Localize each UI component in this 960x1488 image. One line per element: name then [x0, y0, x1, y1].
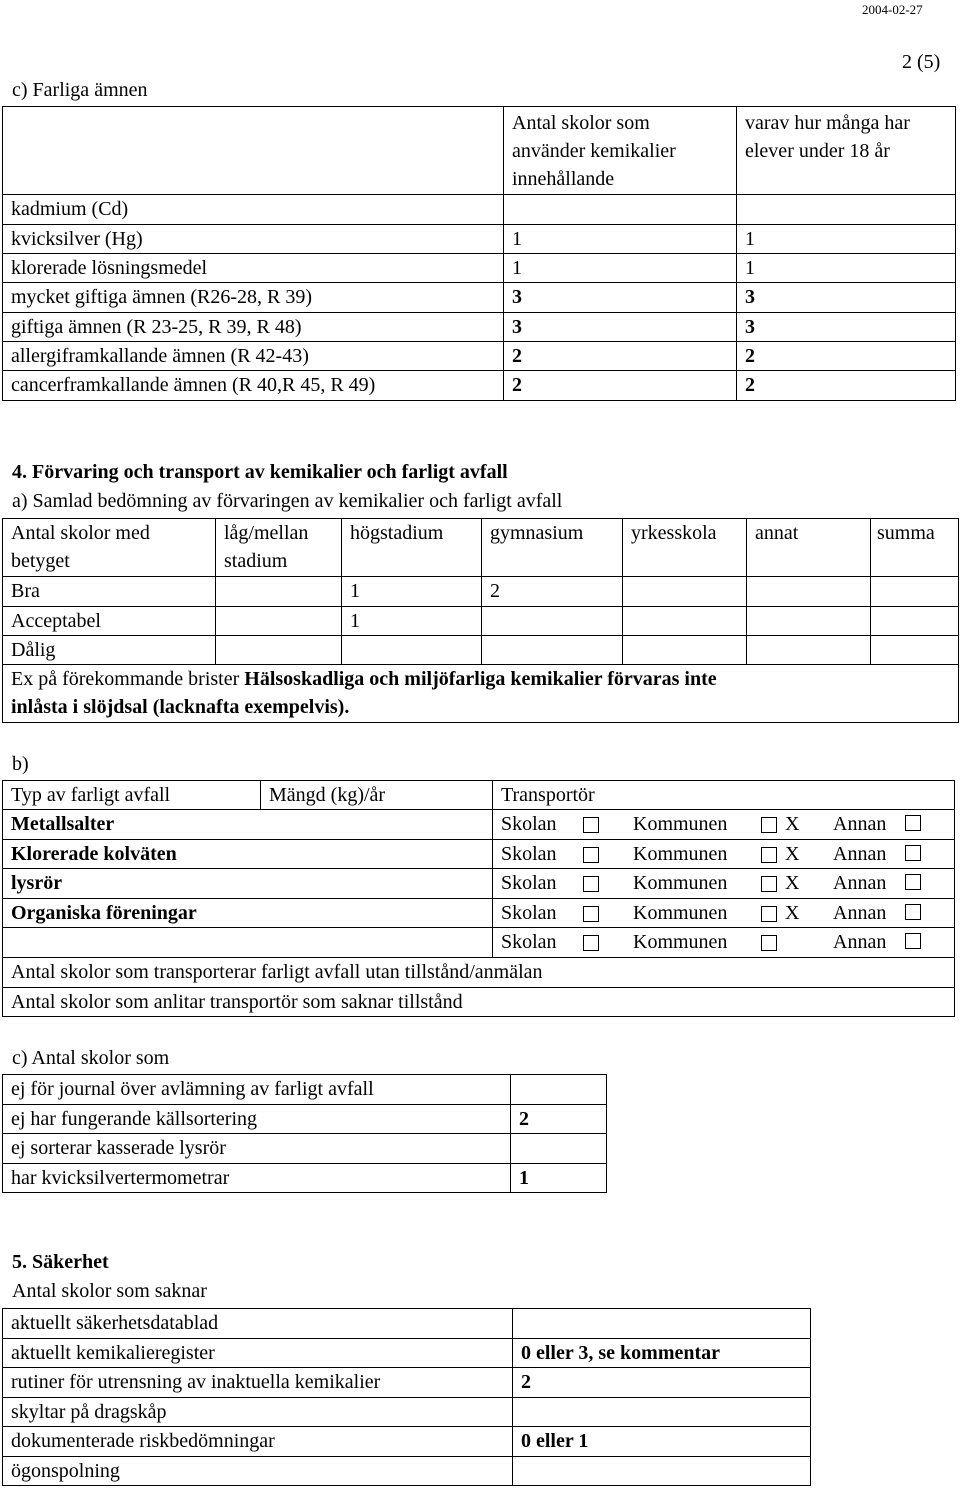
substance-label: allergiframkallande ämnen (R 42-43): [3, 342, 504, 371]
table-row: [3, 1134, 607, 1164]
grid-cell: [623, 607, 747, 636]
grid-head-upper-secondary: gymnasium: [482, 519, 623, 577]
municipality-checkbox[interactable]: [761, 906, 777, 922]
municipality-checkbox[interactable]: [761, 817, 777, 833]
substance-label: kvicksilver (Hg): [3, 225, 504, 254]
grid-header-row: [3, 519, 959, 577]
option-municipality-label: Kommunen: [633, 813, 728, 835]
handling-value: [511, 1134, 607, 1164]
section-5-subtitle: Antal skolor som saknar: [12, 1280, 207, 1302]
schools-count: 2: [504, 371, 737, 401]
under18-count: 1: [737, 225, 956, 254]
header-empty-cell: [3, 107, 504, 195]
deficiencies-text-cont: inlåsta i slöjdsal (lacknafta exempelvis).: [11, 696, 350, 718]
other-checkbox[interactable]: [905, 933, 921, 949]
grid-head-vocational: yrkesskola: [623, 519, 747, 577]
table-row: [3, 607, 959, 636]
schools-count: 3: [504, 283, 737, 313]
safety-table: [2, 1308, 811, 1486]
table-row: [3, 1105, 607, 1134]
schools-count: 1: [504, 225, 737, 254]
waste-footer-text: Antal skolor som anlitar transportör som saknar tillstånd: [3, 987, 955, 1017]
col1-header-line: använder kemikalier: [512, 140, 676, 162]
schools-count: [504, 195, 737, 225]
option-school-label: Skolan: [501, 931, 557, 954]
waste-type: Klorerade kolväten: [3, 839, 493, 869]
safety-label: skyltar på dragskåp: [3, 1398, 513, 1427]
col2-header-line: elever under 18 år: [745, 140, 890, 162]
handling-label: ej för journal över avlämning av farligt avfall: [3, 1075, 511, 1105]
col2-header-line: varav hur många har: [745, 112, 910, 134]
under18-count: [737, 195, 956, 225]
table-row: [3, 283, 956, 313]
substance-label: cancerframkallande ämnen (R 40,R 45, R 49): [3, 371, 504, 401]
option-other-label: Annan: [833, 872, 887, 895]
grid-head-secondary: högstadium: [342, 519, 482, 577]
table-row: [3, 1398, 811, 1427]
option-school-label: Skolan: [501, 872, 557, 895]
under18-count: 3: [737, 313, 956, 342]
grid-cell: [216, 636, 342, 665]
safety-label: aktuellt kemikalieregister: [3, 1339, 513, 1368]
option-school-label: Skolan: [501, 842, 557, 865]
schools-count: 1: [504, 254, 737, 283]
school-checkbox[interactable]: [583, 876, 599, 892]
option-municipality-label: Kommunen: [633, 931, 728, 954]
table-row: [3, 342, 956, 371]
table-row: [3, 1368, 811, 1398]
municipality-mark: X: [785, 872, 800, 895]
school-checkbox[interactable]: [583, 847, 599, 863]
handling-value: 1: [511, 1164, 607, 1193]
waste-type: [3, 928, 493, 958]
waste-type-header: Typ av farligt avfall: [3, 781, 261, 810]
under18-count: 2: [737, 342, 956, 371]
municipality-mark: X: [785, 813, 800, 835]
safety-value: [513, 1309, 811, 1339]
waste-footer-text: Antal skolor som transporterar farligt avfall utan tillstånd/anmälan: [3, 957, 955, 987]
waste-rows-table: [2, 809, 955, 1017]
safety-value: 0 eller 3, se kommentar: [513, 1339, 811, 1368]
waste-header-row: [3, 781, 955, 810]
grid-cell: [871, 636, 959, 665]
grid-cell: [342, 636, 482, 665]
section-5-title: 5. Säkerhet: [12, 1251, 109, 1273]
handling-value: 2: [511, 1105, 607, 1134]
handling-label: har kvicksilvertermometrar: [3, 1164, 511, 1193]
grid-cell: 2: [482, 577, 623, 607]
section-c2-title: c) Antal skolor som: [12, 1047, 170, 1069]
option-school-label: Skolan: [501, 813, 557, 835]
waste-type: Metallsalter: [3, 810, 493, 840]
grid-cell: [747, 577, 871, 607]
grid-cell: [623, 636, 747, 665]
hazardous-waste-table: [2, 780, 955, 810]
transporter-options: [493, 810, 955, 840]
grid-head-line: stadium: [224, 550, 288, 572]
other-checkbox[interactable]: [905, 904, 921, 920]
grid-head-line: betyget: [11, 550, 70, 572]
transporter-options: [493, 898, 955, 928]
grid-head-line: Antal skolor med: [11, 522, 150, 544]
grid-cell: 1: [342, 577, 482, 607]
rating-label: Dålig: [3, 636, 216, 665]
col-header-students-under-18: [737, 107, 956, 195]
grid-head-line: låg/mellan: [224, 522, 309, 544]
table-row: [3, 371, 956, 401]
safety-value: [513, 1398, 811, 1427]
grid-cell: [216, 607, 342, 636]
table-row: [3, 313, 956, 342]
school-checkbox[interactable]: [583, 817, 599, 833]
option-other-label: Annan: [833, 901, 887, 924]
deficiencies-row: [3, 665, 959, 723]
substance-label: kadmium (Cd): [3, 195, 504, 225]
safety-value: 0 eller 1: [513, 1427, 811, 1457]
school-checkbox[interactable]: [583, 935, 599, 951]
under18-count: 3: [737, 283, 956, 313]
safety-value: [513, 1457, 811, 1486]
safety-value: 2: [513, 1368, 811, 1398]
grid-head-low-middle: [216, 519, 342, 577]
waste-row: [3, 869, 955, 899]
safety-label: rutiner för utrensning av inaktuella kemikalier: [3, 1368, 513, 1398]
table-row: [3, 1339, 811, 1368]
waste-type: Organiska föreningar: [3, 898, 493, 928]
grid-cell: [747, 636, 871, 665]
other-checkbox[interactable]: [905, 874, 921, 890]
handling-value: [511, 1075, 607, 1105]
waste-row: [3, 810, 955, 840]
col1-header-line: innehållande: [512, 168, 615, 190]
deficiencies-label: Ex på förekommande brister: [11, 668, 240, 690]
table-row: [3, 1457, 811, 1486]
option-school-label: Skolan: [501, 901, 557, 924]
schools-count: 3: [504, 313, 737, 342]
page-number: 2 (5): [902, 51, 941, 73]
grid-head-sum: summa: [871, 519, 959, 577]
waste-footer-row: [3, 957, 955, 987]
under18-count: 1: [737, 254, 956, 283]
transporter-options: [493, 869, 955, 899]
schools-count: 2: [504, 342, 737, 371]
transporter-options: [493, 928, 955, 958]
rating-label: Bra: [3, 577, 216, 607]
table-row: [3, 225, 956, 254]
substance-label: giftiga ämnen (R 23-25, R 39, R 48): [3, 313, 504, 342]
grid-head-other: annat: [747, 519, 871, 577]
transporter-header: Transportör: [493, 781, 955, 810]
option-other-label: Annan: [833, 931, 887, 954]
deficiencies-text: Hälsoskadliga och miljöfarliga kemikalier förvaras inte: [244, 668, 717, 690]
safety-label: ögonspolning: [3, 1457, 513, 1486]
under18-count: 2: [737, 371, 956, 401]
hazardous-substances-table: [2, 106, 956, 401]
table-row: [3, 1164, 607, 1193]
option-other-label: Annan: [833, 813, 887, 835]
option-municipality-label: Kommunen: [633, 842, 728, 865]
section-4a-title: a) Samlad bedömning av förvaringen av kemikalier och farligt avfall: [12, 490, 563, 512]
option-other-label: Annan: [833, 842, 887, 865]
table-row: [3, 636, 959, 665]
section-b-title: b): [12, 753, 29, 775]
option-municipality-label: Kommunen: [633, 872, 728, 895]
rating-label: Acceptabel: [3, 607, 216, 636]
safety-label: dokumenterade riskbedömningar: [3, 1427, 513, 1457]
grid-cell: [747, 607, 871, 636]
handling-label: ej har fungerande källsortering: [3, 1105, 511, 1134]
table-row: [3, 577, 959, 607]
grid-head-rating: [3, 519, 216, 577]
grid-cell: [482, 636, 623, 665]
section-c-title: c) Farliga ämnen: [12, 79, 148, 101]
grid-cell: 1: [342, 607, 482, 636]
table-row: [3, 1309, 811, 1339]
storage-assessment-table: [2, 518, 959, 723]
municipality-checkbox[interactable]: [761, 847, 777, 863]
safety-label: aktuellt säkerhetsdatablad: [3, 1309, 513, 1339]
table-row: [3, 195, 956, 225]
municipality-mark: X: [785, 901, 800, 924]
municipality-checkbox[interactable]: [761, 876, 777, 892]
handling-label: ej sorterar kasserade lysrör: [3, 1134, 511, 1164]
waste-handling-table: [2, 1074, 607, 1193]
waste-row: [3, 839, 955, 869]
grid-cell: [871, 607, 959, 636]
waste-row: [3, 928, 955, 958]
waste-row: [3, 898, 955, 928]
substance-label: klorerade lösningsmedel: [3, 254, 504, 283]
col-header-schools-using: [504, 107, 737, 195]
grid-cell: [482, 607, 623, 636]
other-checkbox[interactable]: [905, 815, 921, 831]
grid-cell: [216, 577, 342, 607]
table-row: [3, 1075, 607, 1105]
table-row: [3, 254, 956, 283]
grid-cell: [623, 577, 747, 607]
waste-footer-row: [3, 987, 955, 1017]
transporter-options: [493, 839, 955, 869]
municipality-checkbox[interactable]: [761, 935, 777, 951]
section-4-title: 4. Förvaring och transport av kemikalier och farligt avfall: [12, 461, 508, 483]
grid-cell: [871, 577, 959, 607]
deficiencies-cell: [3, 665, 959, 723]
substance-label: mycket giftiga ämnen (R26-28, R 39): [3, 283, 504, 313]
table-row: [3, 1427, 811, 1457]
col1-header-line: Antal skolor som: [512, 112, 650, 134]
waste-amount-header: Mängd (kg)/år: [261, 781, 493, 810]
municipality-mark: X: [785, 842, 800, 865]
option-municipality-label: Kommunen: [633, 901, 728, 924]
document-date: 2004-02-27: [862, 2, 923, 17]
waste-type: lysrör: [3, 869, 493, 899]
other-checkbox[interactable]: [905, 845, 921, 861]
school-checkbox[interactable]: [583, 906, 599, 922]
